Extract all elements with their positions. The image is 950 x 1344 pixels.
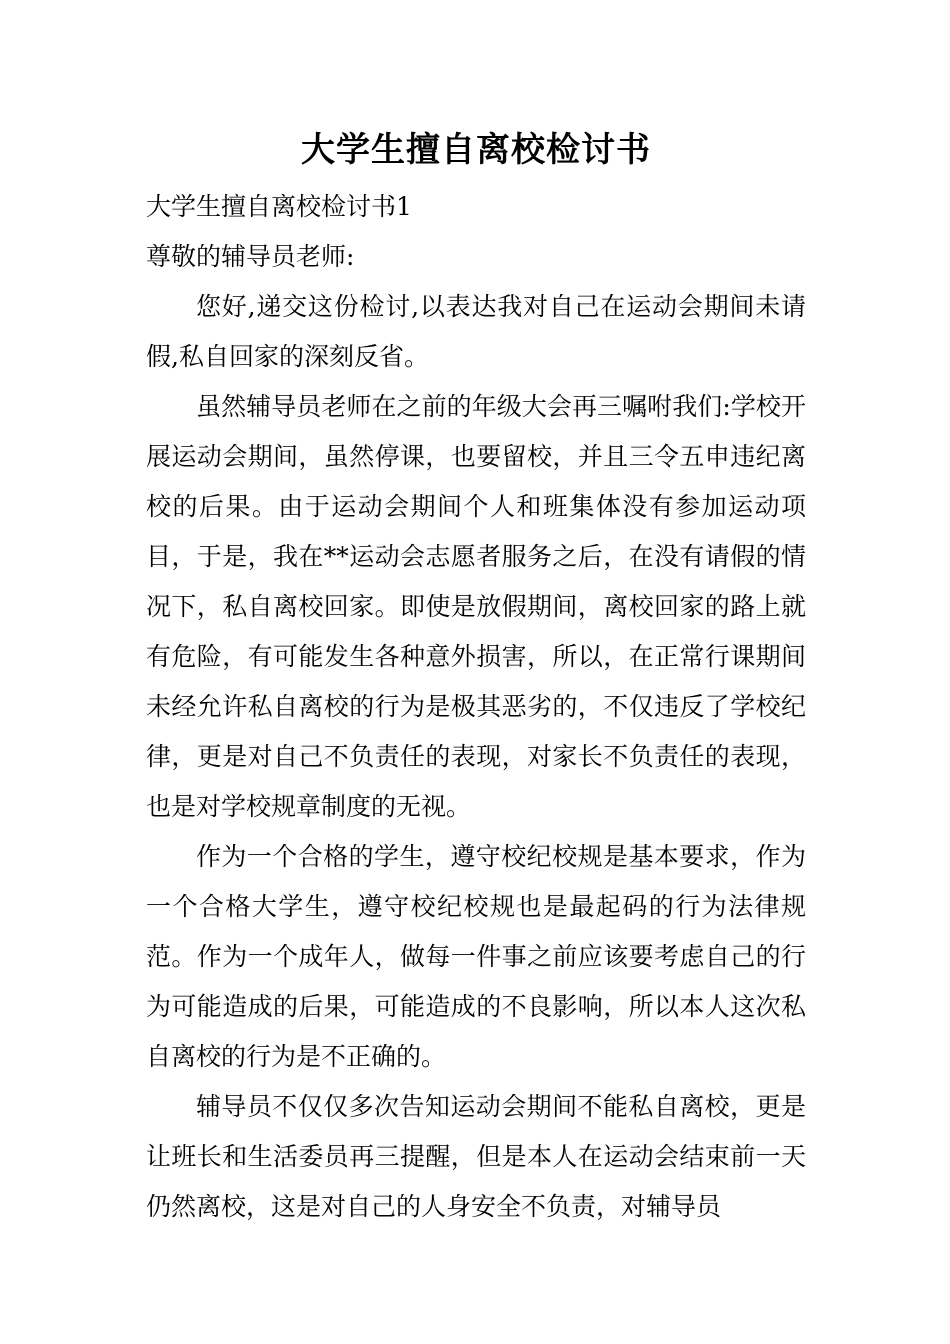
document-subtitle: 大学生擅自离校检讨书1 — [146, 192, 412, 221]
paragraph-3: 作为一个合格的学生，遵守校纪校规是基本要求，作为一个合格大学生，遵守校纪校规也是最起码的行为法律规范。作为一个成年人，做每一件事之前应该要考虑自己的行为可能造成的后果，可能造成的不良影响，所以本人这次私自离校的行为是不正确的。 — [146, 842, 806, 1071]
paragraph-2: 虽然辅导员老师在之前的年级大会再三嘱咐我们:学校开展运动会期间，虽然停课，也要留校，并且三令五申违纪离校的后果。由于运动会期间个人和班集体没有参加运动项目，于是，我在**运动会志愿者服务之后，在没有请假的情况下，私自离校回家。即使是放假期间，离校回家的路上就有危险，有可能发生各种意外损害，所以，在正常行课期间未经允许私自离校的行为是极其恶劣的，不仅违反了学校纪律，更是对自己不负责任的表现，对家长不负责任的表现，也是对学校规章制度的无视。 — [146, 392, 806, 821]
paragraph-4: 辅导员不仅仅多次告知运动会期间不能私自离校，更是让班长和生活委员再三提醒，但是本人在运动会结束前一天仍然离校，这是对自己的人身安全不负责，对辅导员 — [146, 1092, 806, 1221]
document-page — [146, 124, 806, 1232]
salutation: 尊敬的辅导员老师: — [146, 242, 355, 271]
paragraph-1: 您好,递交这份检讨,以表达我对自己在运动会期间未请假,私自回家的深刻反省。 — [146, 292, 806, 371]
document-title: 大学生擅自离校检讨书 — [301, 130, 651, 170]
